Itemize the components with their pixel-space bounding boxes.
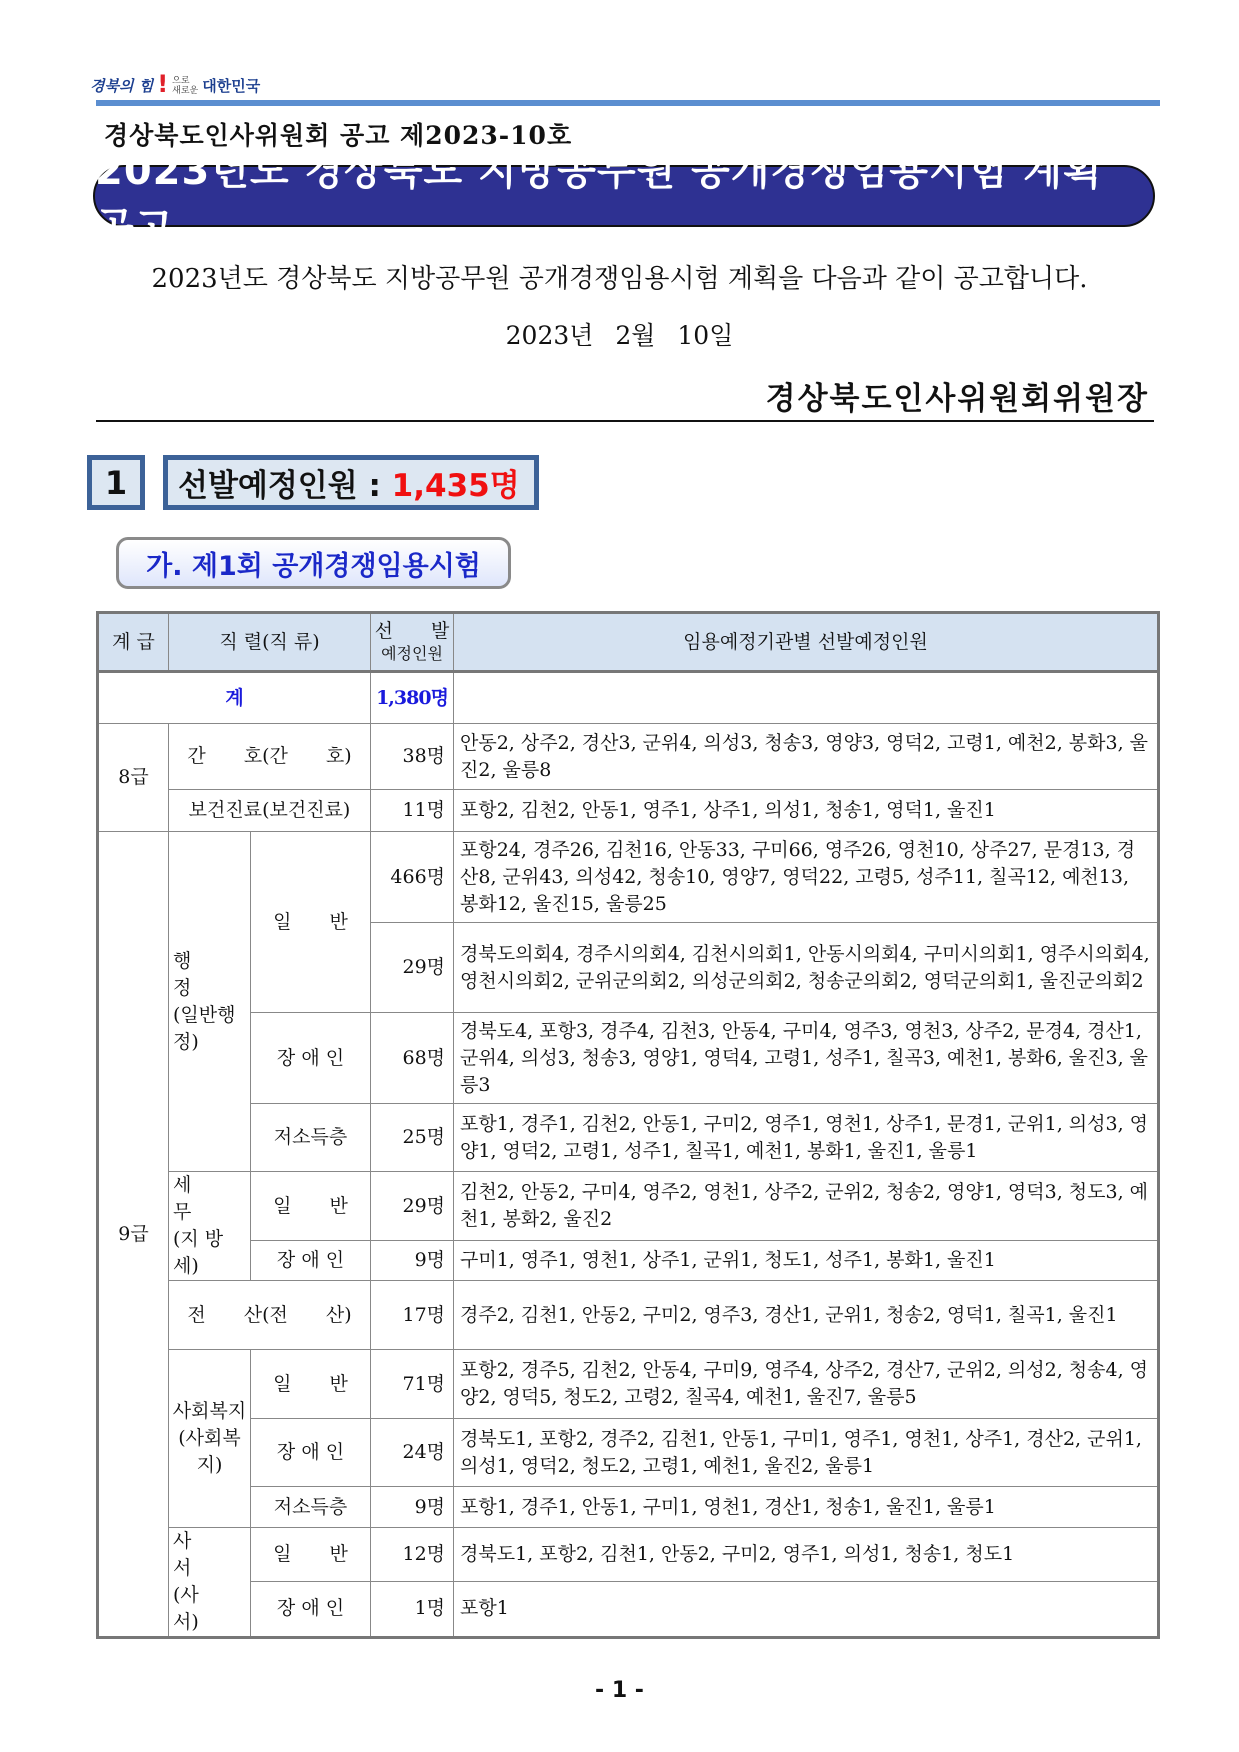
type-lowincome: 저소득층: [251, 1104, 371, 1172]
row-count: 68명: [371, 1013, 454, 1104]
table-header: [98, 613, 1159, 672]
row-count: 29명: [371, 923, 454, 1013]
row-detail: 안동2, 상주2, 경산3, 군위4, 의성3, 청송3, 영양3, 영덕2, 고령1, 예천2, 봉화3, 울진2, 울릉8: [454, 724, 1159, 790]
intro-text: 2023년도 경상북도 지방공무원 공개경쟁임용시험 계획을 다음과 같이 공고합니다.: [151, 264, 1088, 294]
series-tax: 세 무 (지 방 세): [169, 1172, 251, 1281]
subheading: 가. 제1회 공개경쟁임용시험: [116, 537, 511, 589]
series-library: 사 서 (사 서): [169, 1528, 251, 1638]
logo-country: 대한민국: [202, 77, 261, 95]
row-count: 24명: [371, 1419, 454, 1487]
row-count: 9명: [371, 1241, 454, 1281]
row-count: 12명: [371, 1528, 454, 1582]
divider: [96, 420, 1154, 422]
row-detail: 포항2, 김천2, 안동1, 영주1, 상주1, 의성1, 청송1, 영덕1, 울진1: [454, 790, 1159, 832]
logo: [90, 66, 260, 96]
total-detail: [454, 672, 1159, 724]
recruitment-table: [96, 611, 1160, 1639]
table-row: [98, 1581, 1159, 1637]
header-divider: [96, 100, 1160, 106]
grade-8: 8급: [98, 724, 169, 832]
row-detail: 포항1, 경주1, 안동1, 구미1, 영천1, 경산1, 청송1, 울진1, 울릉1: [454, 1487, 1159, 1528]
row-detail: 포항2, 경주5, 김천2, 안동4, 구미9, 영주4, 상주2, 경산7, 군위2, 의성2, 청송4, 영양2, 영덕5, 청도2, 고령2, 칠곡4, 예천1, 울진7, 울릉5: [454, 1350, 1159, 1419]
row-count: 11명: [371, 790, 454, 832]
row-detail: 경북도의회4, 경주시의회4, 김천시의회1, 안동시의회4, 구미시의회1, 영주시의회4, 영천시의회2, 군위군의회2, 의성군의회2, 청송군의회2, 영덕군의회1, 울진군의회2: [454, 923, 1159, 1013]
total-count: 1,380명: [371, 672, 454, 724]
logo-subtext: 으로 새로운: [172, 76, 199, 96]
table-row: [98, 1419, 1159, 1487]
type-general: 일 반: [251, 1350, 371, 1419]
grade-9: 9급: [98, 832, 169, 1638]
series-health: 보건진료(보건진료): [169, 790, 371, 832]
row-count: 29명: [371, 1172, 454, 1241]
table-row: [98, 724, 1159, 790]
table-row-total: [98, 672, 1159, 724]
logo-text: 경북의 힘: [90, 77, 154, 95]
row-count: 17명: [371, 1281, 454, 1350]
document-title: 2023년도 경상북도 지방공무원 공개경쟁임용시험 계획 공고: [93, 165, 1155, 227]
type-disabled: 장 애 인: [251, 1241, 371, 1281]
table-row: [98, 790, 1159, 832]
type-general: 일 반: [251, 1172, 371, 1241]
row-detail: 경북도1, 포항2, 김천1, 안동2, 구미2, 영주1, 의성1, 청송1, 청도1: [454, 1528, 1159, 1582]
row-count: 466명: [371, 832, 454, 923]
table-row: [98, 1528, 1159, 1582]
type-lowincome: 저소득층: [251, 1487, 371, 1528]
header-agencies: 임용예정기관별 선발예정인원: [454, 613, 1159, 672]
row-detail: 포항24, 경주26, 김천16, 안동33, 구미66, 영주26, 영천10, 상주27, 문경13, 경산8, 군위43, 의성42, 청송10, 영양7, 영덕22, 고령5, 성주11, 칠곡12, 예천13, 봉화12, 울진15, 울릉25: [454, 832, 1159, 923]
table-row: [98, 1104, 1159, 1172]
total-label: 계: [98, 672, 371, 724]
row-count: 25명: [371, 1104, 454, 1172]
header-count: 선 발 예정인원: [371, 613, 454, 672]
section-title: [163, 455, 539, 510]
header-grade: 계 급: [98, 613, 169, 672]
row-detail: 포항1: [454, 1581, 1159, 1637]
table-row: [98, 1013, 1159, 1104]
row-detail: 구미1, 영주1, 영천1, 상주1, 군위1, 청도1, 성주1, 봉화1, 울진1: [454, 1241, 1159, 1281]
section-label: 선발예정인원 :: [178, 468, 381, 504]
row-count: 38명: [371, 724, 454, 790]
type-disabled: 장 애 인: [251, 1013, 371, 1104]
type-general: 일 반: [251, 832, 371, 1013]
type-general: 일 반: [251, 1528, 371, 1582]
row-detail: 경북도1, 포항2, 경주2, 김천1, 안동1, 구미1, 영주1, 영천1, 상주1, 경산2, 군위1, 의성1, 영덕2, 청도2, 고령1, 예천1, 울진2, 울릉1: [454, 1419, 1159, 1487]
table-row: [98, 1241, 1159, 1281]
table-row: [98, 832, 1159, 923]
table-row: [98, 1350, 1159, 1419]
series-nursing: 간 호(간 호): [169, 724, 371, 790]
series-computing: 전 산(전 산): [169, 1281, 371, 1350]
page-number: - 1 -: [595, 1678, 644, 1703]
table-row: [98, 1281, 1159, 1350]
notice-number: 경상북도인사위원회 공고 제2023-10호: [104, 121, 573, 150]
series-welfare: 사회복지 (사회복지): [169, 1350, 251, 1528]
series-admin: 행 정 (일반행정): [169, 832, 251, 1172]
type-disabled: 장 애 인: [251, 1419, 371, 1487]
type-disabled: 장 애 인: [251, 1581, 371, 1637]
row-detail: 포항1, 경주1, 김천2, 안동1, 구미2, 영주1, 영천1, 상주1, 문경1, 군위1, 의성3, 영양1, 영덕2, 고령1, 성주1, 칠곡1, 예천1, 봉화1, 울진1, 울릉1: [454, 1104, 1159, 1172]
logo-mark: !: [157, 70, 169, 98]
row-detail: 김천2, 안동2, 구미4, 영주2, 영천1, 상주2, 군위2, 청송2, 영양1, 영덕3, 청도3, 예천1, 봉화2, 울진2: [454, 1172, 1159, 1241]
signer: 경상북도인사위원회위원장: [765, 381, 1149, 417]
table-row: [98, 1172, 1159, 1241]
table-row: [98, 1487, 1159, 1528]
notice-date: 2023년 2월 10일: [505, 321, 734, 350]
row-count: 1명: [371, 1581, 454, 1637]
header-series: 직 렬(직 류): [169, 613, 371, 672]
row-count: 71명: [371, 1350, 454, 1419]
row-count: 9명: [371, 1487, 454, 1528]
section-total: 1,435명: [391, 468, 520, 504]
row-detail: 경북도4, 포항3, 경주4, 김천3, 안동4, 구미4, 영주3, 영천3, 상주2, 문경4, 경산1, 군위4, 의성3, 청송3, 영양1, 영덕4, 고령1, 성주1, 칠곡3, 예천1, 봉화6, 울진3, 울릉3: [454, 1013, 1159, 1104]
section-number: 1: [87, 455, 145, 510]
row-detail: 경주2, 김천1, 안동2, 구미2, 영주3, 경산1, 군위1, 청송2, 영덕1, 칠곡1, 울진1: [454, 1281, 1159, 1350]
